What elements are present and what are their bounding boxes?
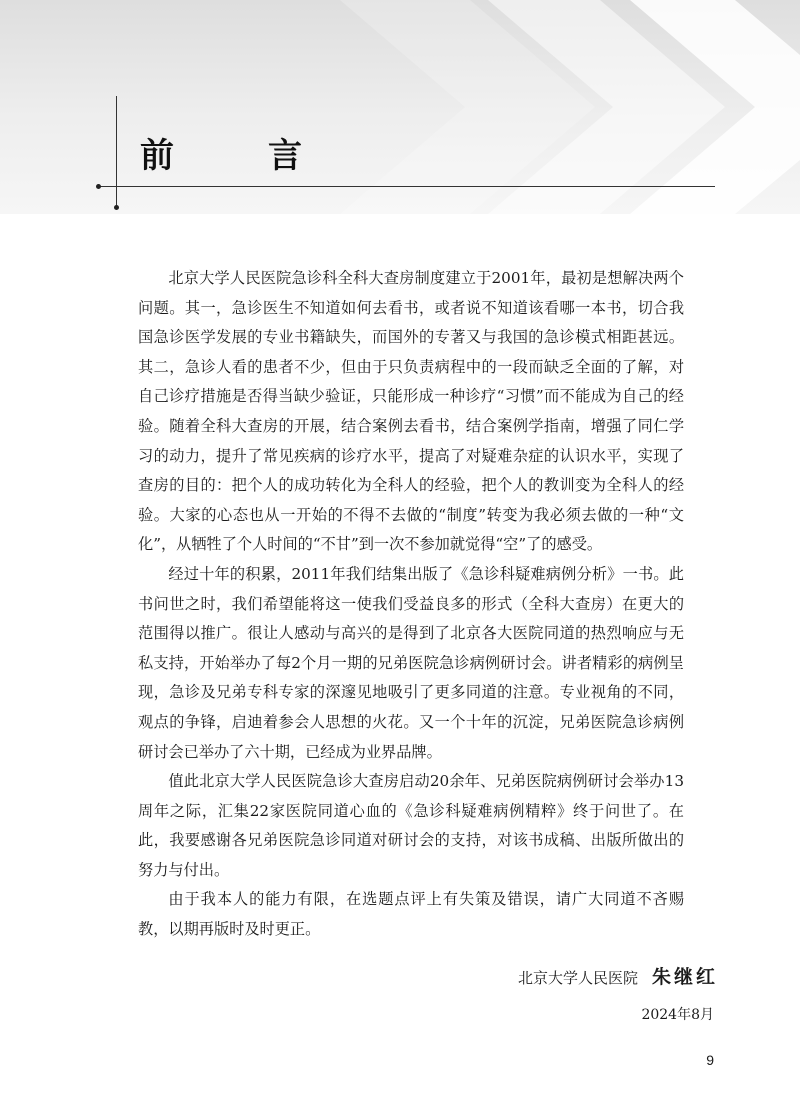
header-horizontal-rule: [97, 186, 715, 187]
rule-dot: [96, 184, 101, 189]
preface-body: [138, 264, 684, 945]
paragraph: 由于我本人的能力有限，在选题点评上有失策及错误，请广大同道不吝赐教，以期再版时及时更正。: [138, 890, 684, 939]
signature-institution: 北京大学人民医院: [517, 969, 638, 987]
page-title: 前 言: [140, 136, 332, 176]
paragraph: 值此北京大学人民医院急诊大查房启动20余年、兄弟医院病例研讨会举办13周年之际，汇集22家医院同道心血的《急诊科疑难病例精粹》终于问世了。在此，我要感谢各兄弟医院急诊同道对研讨会的支持，对该书成稿、出版所做出的努力与付出。: [138, 772, 684, 879]
header-band: [0, 0, 800, 214]
paragraph: 北京大学人民医院急诊科全科大查房制度建立于2001年，最初是想解决两个问题。其一，急诊医生不知道如何去看书，或者说不知道该看哪一本书，切合我国急诊医学发展的专业书籍缺失，而国外的专著又与我国的急诊模式相距甚远。其二，急诊人看的患者不少，但由于只负责病程中的一段而缺乏全面的了解，对自己诊疗措施是否得当缺少验证，只能形成一种诊疗“习惯”而不能成为自己的经验。随着全科大查房的开展，结合案例去看书，结合案例学指南，增强了同仁学习的动力，提升了常见疾病的诊疗水平，提高了对疑难杂症的认识水平，实现了查房的目的：把个人的成功转化为全科人的经验，把个人的教训变为全科人的经验。大家的心态也从一开始的不得不去做的“制度”转变为我必须去做的一种“文化”，从牺牲了个人时间的“不甘”到一次不参加就觉得“空”了的感受。: [138, 269, 684, 554]
signature-name: 朱继红: [651, 966, 718, 988]
paragraph: 经过十年的积累，2011年我们结集出版了《急诊科疑难病例分析》一书。此书问世之时，我们希望能将这一使我们受益良多的形式（全科大查房）在更大的范围得以推广。很让人感动与高兴的是得到了北京各大医院同道的热烈响应与无私支持，开始举办了每2个月一期的兄弟医院急诊病例研讨会。讲者精彩的病例呈现，急诊及兄弟专科专家的深邃见地吸引了更多同道的注意。专业视角的不同，观点的争锋，启迪着参会人思想的火花。又一个十年的沉淀，兄弟医院急诊病例研讨会已举办了六十期，已经成为业界品牌。: [138, 564, 684, 761]
header-vertical-rule: [116, 96, 117, 208]
chevron-decoration: [0, 0, 800, 214]
rule-dot: [114, 205, 119, 210]
signature-line: [518, 962, 718, 989]
signature-date: 2024年8月: [641, 1007, 714, 1023]
page-number: 9: [706, 1052, 714, 1068]
